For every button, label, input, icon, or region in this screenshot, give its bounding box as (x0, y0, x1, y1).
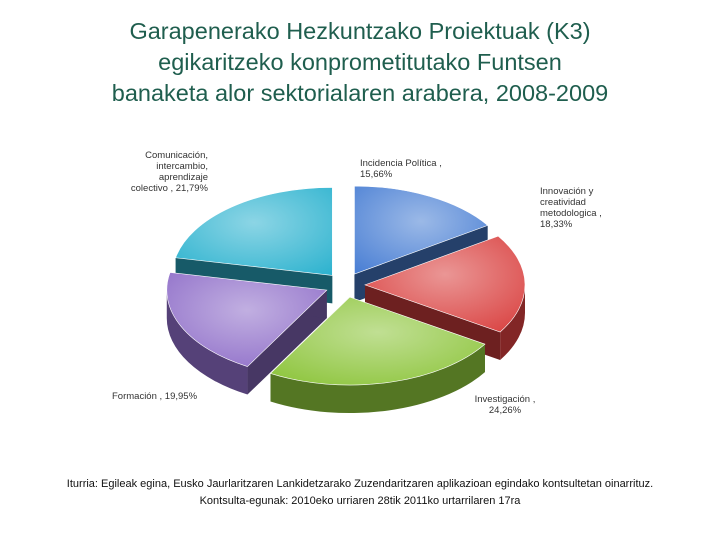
chart-title-line-1: Garapenerako Hezkuntzako Proiektuak (K3) (129, 18, 591, 44)
slice-label-4: Comunicación, intercambio, aprendizaje colectivo , 21,79% (130, 150, 208, 194)
slice-label-0: Incidencia Política , 15,66% (360, 158, 442, 180)
source-note (10, 476, 710, 510)
slice-label-2: Investigación , 24,26% (474, 394, 536, 416)
slice-label-3: Formación , 19,95% (112, 391, 198, 402)
source-line-2: Kontsulta-egunak: 2010eko urriaren 28tik 2011ko urtarrilaren 17ra (199, 495, 521, 507)
chart-title-line-2: egikaritzeko konprometitutako Funtsen (158, 49, 562, 75)
chart-title-line-3: banaketa alor sektorialaren arabera, 2008-2009 (111, 80, 609, 106)
slice-label-1: Innovación y creatividad metodologica , 18,33% (540, 186, 602, 230)
source-line-1: Iturria: Egileak egina, Eusko Jaurlaritzaren Lankidetzarako Zuzendaritzaren aplikazioan egindako kontsultetan oinarrituz. (66, 478, 654, 490)
